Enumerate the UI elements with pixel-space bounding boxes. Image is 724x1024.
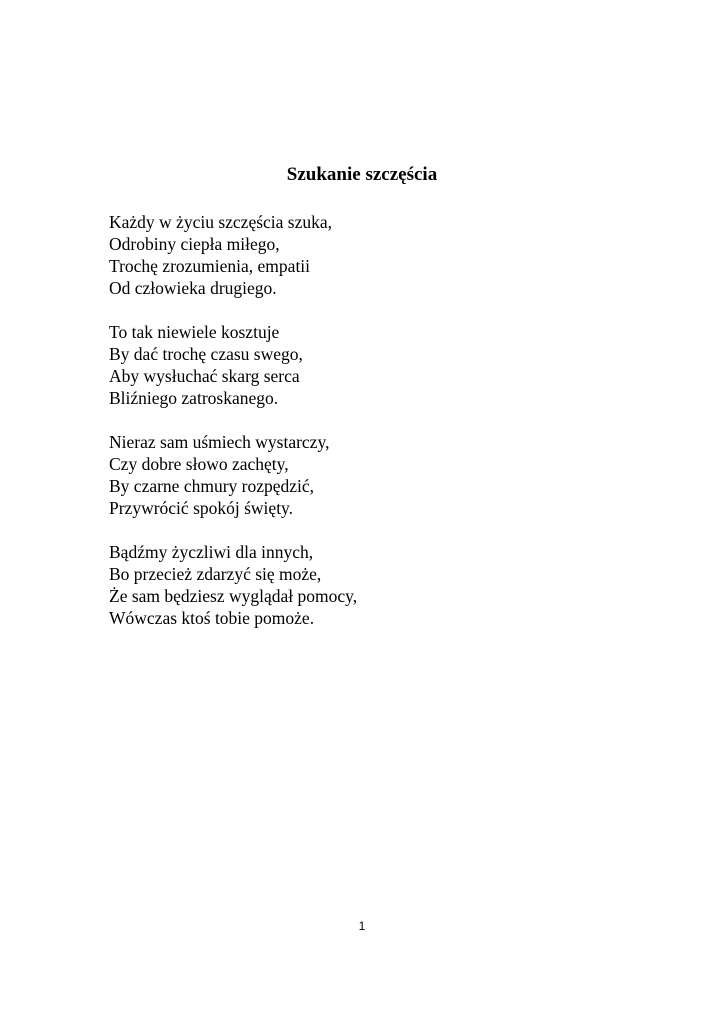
poem-line: Aby wysłuchać skarg serca [109,366,300,386]
poem-line: Odrobiny ciepła miłego, [109,234,280,254]
poem-line: Trochę zrozumienia, empatii [109,256,311,276]
page-number: 1 [358,919,366,933]
poem-line: Przywrócić spokój święty. [109,498,294,518]
poem-line: Że sam będziesz wyglądał pomocy, [109,586,358,606]
poem-body [109,211,629,651]
poem-line: Wówczas ktoś tobie pomoże. [109,608,315,628]
poem-line: Bo przecież zdarzyć się może, [109,564,322,584]
poem-line: Od człowieka drugiego. [109,278,277,298]
poem-line: By czarne chmury rozpędzić, [109,476,315,496]
stanza-1 [109,211,629,299]
poem-line: Bliźniego zatroskanego. [109,388,279,408]
stanza-4 [109,541,629,629]
poem-line: Czy dobre słowo zachęty, [109,454,289,474]
stanza-3 [109,431,629,519]
poem-line: Nieraz sam uśmiech wystarczy, [109,432,330,452]
poem-line: Bądźmy życzliwi dla innych, [109,542,314,562]
poem-line: To tak niewiele kosztuje [109,322,280,342]
poem-line: By dać trochę czasu swego, [109,344,303,364]
poem-line: Każdy w życiu szczęścia szuka, [109,212,333,232]
poem-title: Szukanie szczęścia [286,164,438,185]
stanza-2 [109,321,629,409]
